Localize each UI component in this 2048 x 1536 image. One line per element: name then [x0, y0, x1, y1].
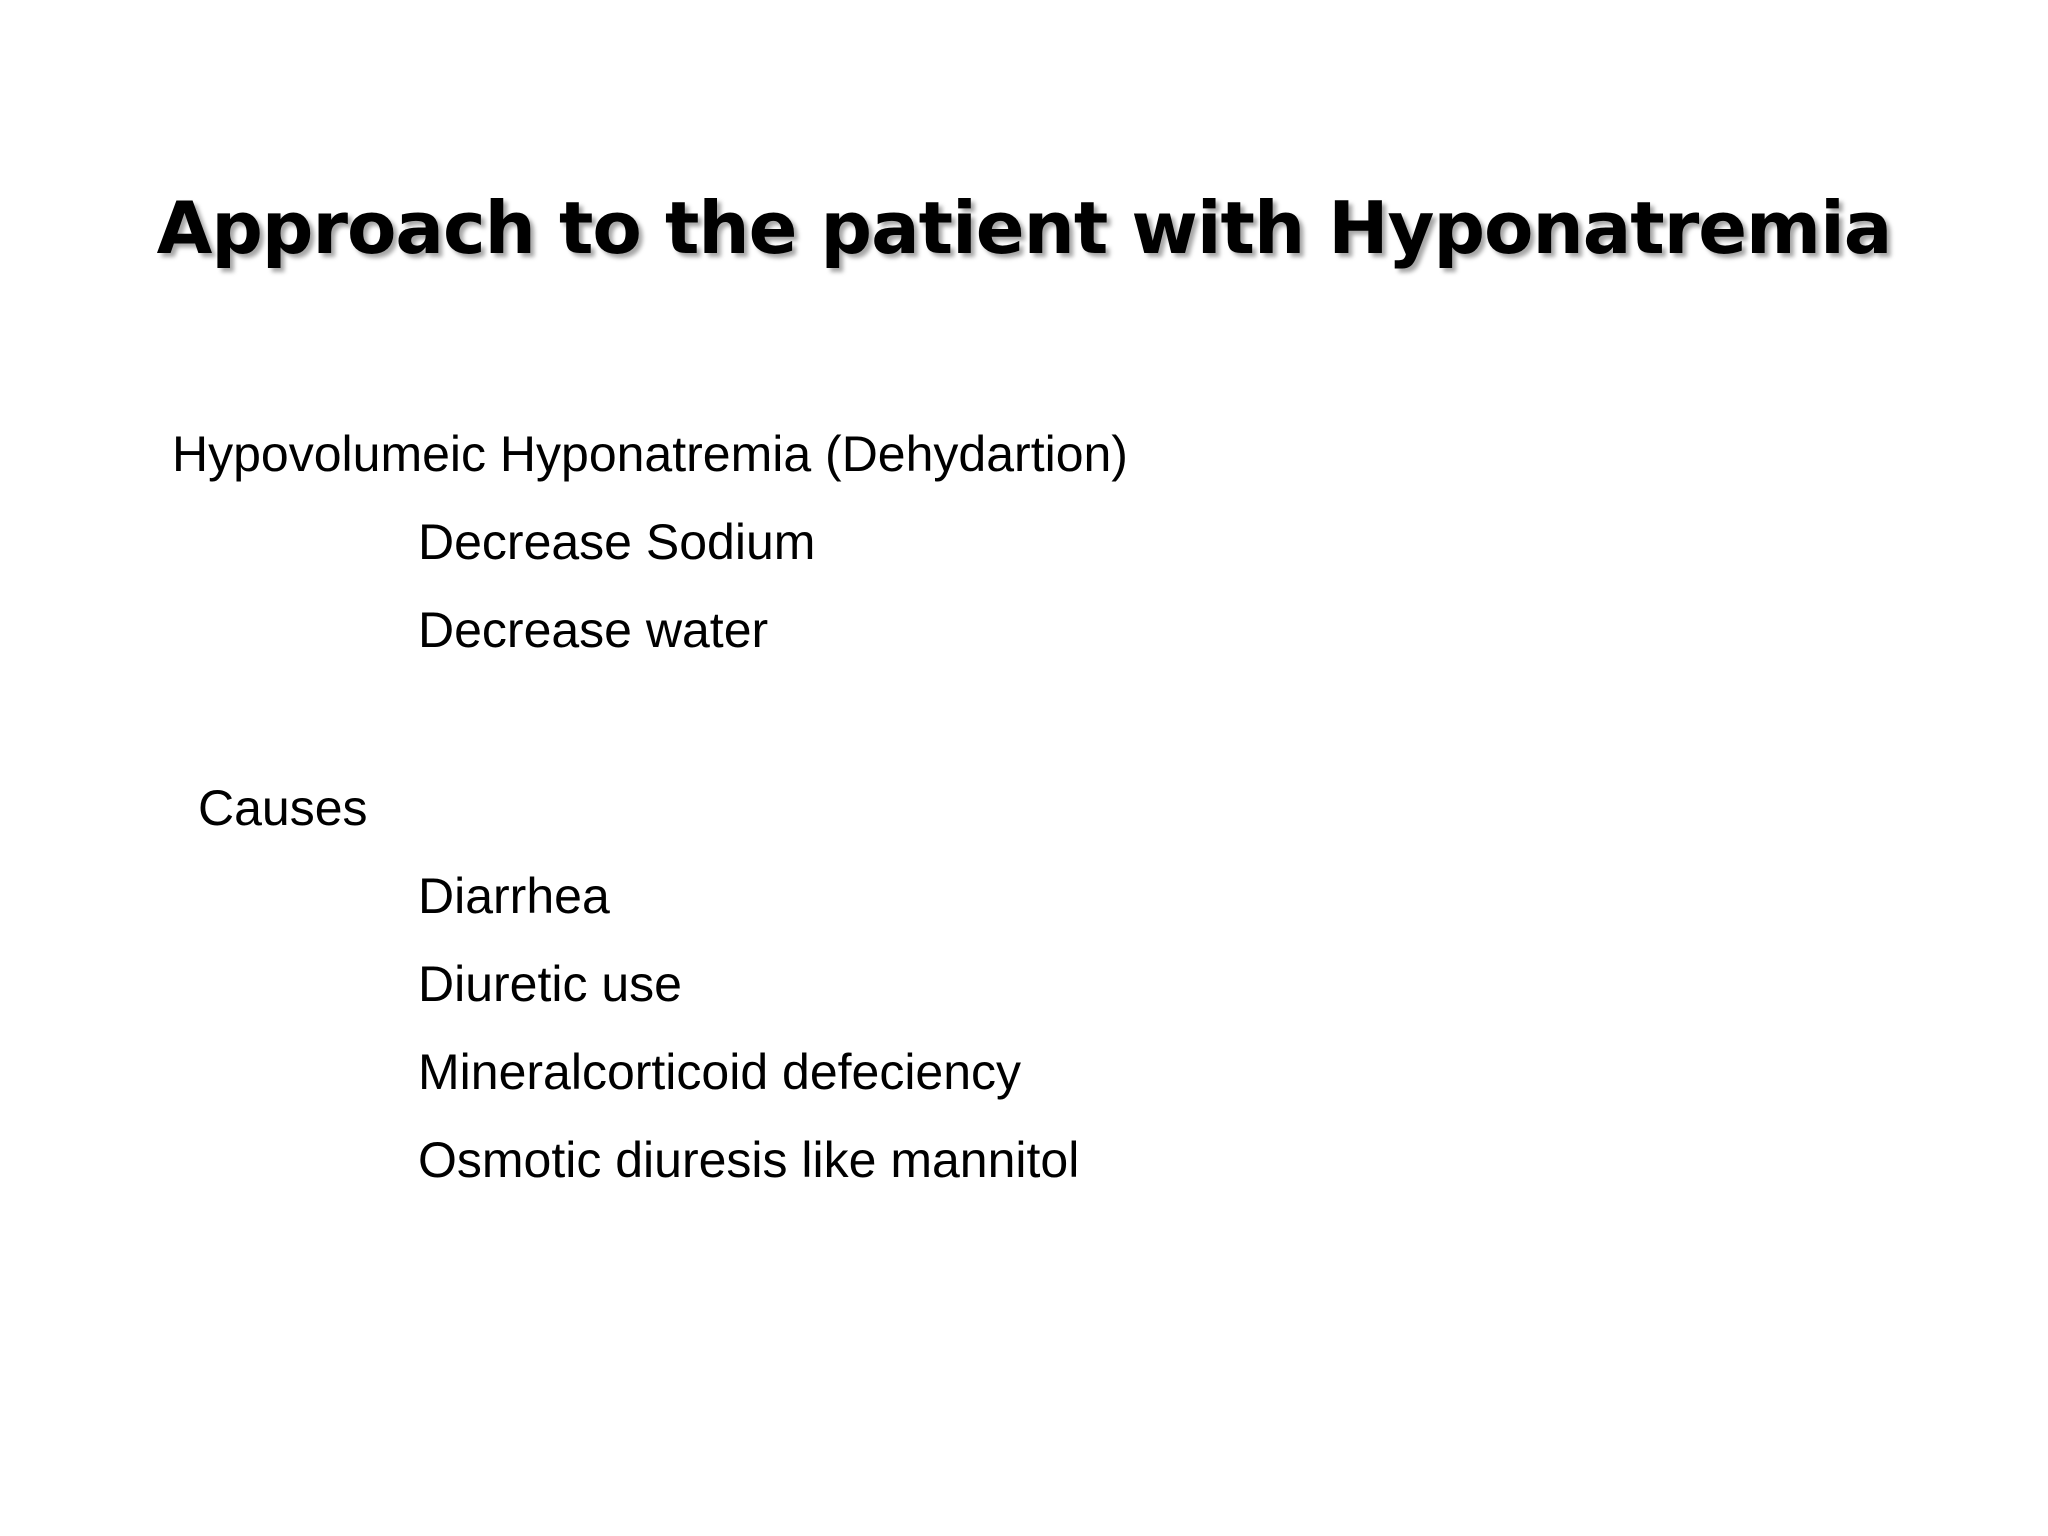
section-item-decrease-water: Decrease water	[418, 602, 769, 658]
cause-item-diarrhea: Diarrhea	[418, 868, 610, 924]
section-item-decrease-sodium: Decrease Sodium	[418, 514, 816, 570]
causes-heading: Causes	[198, 780, 368, 836]
slide-title: Approach to the patient with Hyponatremia	[156, 186, 1892, 270]
cause-item-mineralcorticoid-defeciency: Mineralcorticoid defeciency	[418, 1044, 1022, 1100]
cause-item-osmotic-diuresis: Osmotic diuresis like mannitol	[418, 1132, 1080, 1188]
cause-item-diuretic-use: Diuretic use	[418, 956, 682, 1012]
section-heading: Hypovolumeic Hyponatremia (Dehydartion)	[172, 426, 1128, 482]
